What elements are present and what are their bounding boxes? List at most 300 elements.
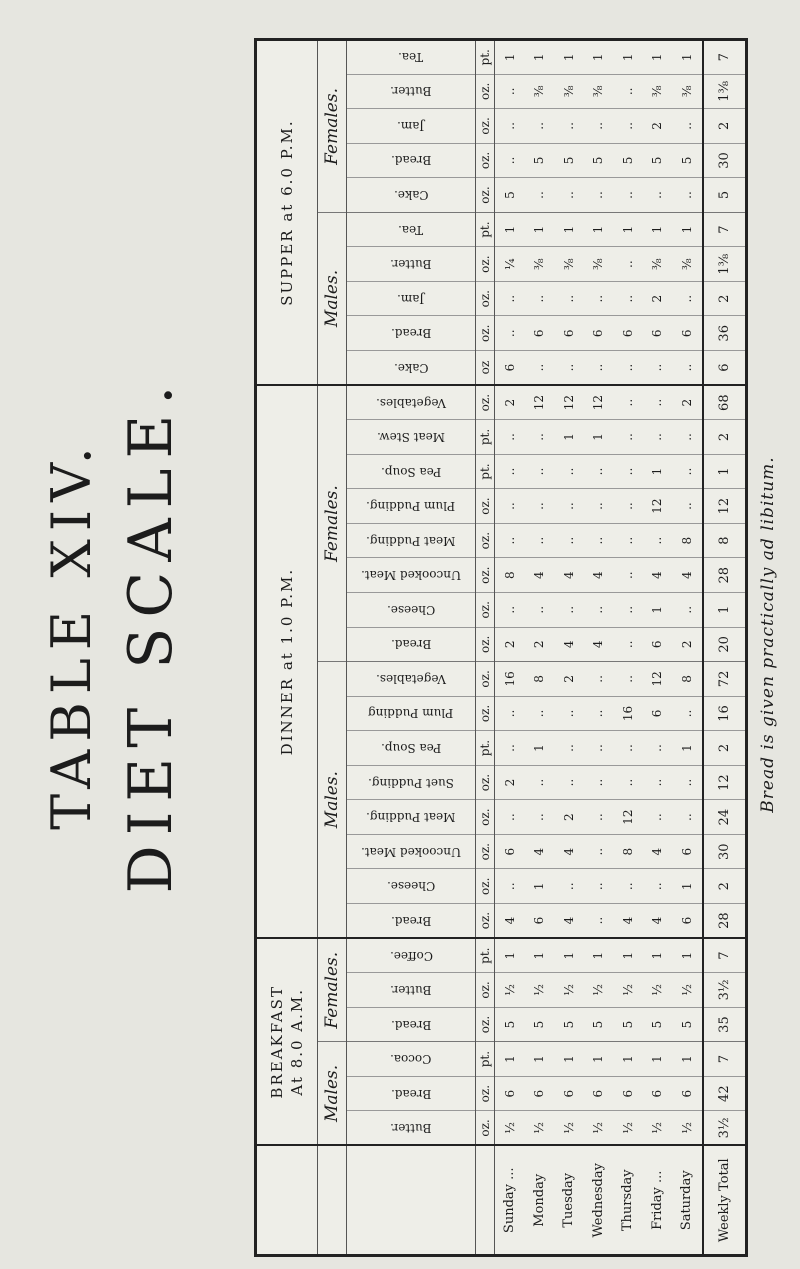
total-cell: 2 xyxy=(703,109,747,144)
total-cell: 8 xyxy=(703,523,747,558)
column-header-label: Jam. xyxy=(397,118,425,133)
unit-label: pt. xyxy=(476,420,495,455)
value-cell: ½ xyxy=(495,973,525,1008)
value-cell: ⅜ xyxy=(525,247,555,282)
value-cell: 5 xyxy=(525,143,555,178)
value-cell: .. xyxy=(495,523,525,558)
unit-label: oz. xyxy=(476,247,495,282)
value-cell: .. xyxy=(613,523,643,558)
column-header xyxy=(347,281,476,316)
total-cell: 6 xyxy=(703,351,747,386)
column-header xyxy=(347,1076,476,1111)
sex-header-row xyxy=(318,40,347,1256)
value-cell: 6 xyxy=(613,1076,643,1111)
unit-label: oz. xyxy=(476,765,495,800)
total-cell: 7 xyxy=(703,1042,747,1077)
unit-label: oz. xyxy=(476,489,495,524)
value-cell: 1 xyxy=(525,731,555,766)
unit-label: pt. xyxy=(476,1042,495,1077)
column-header-label: Bread. xyxy=(390,913,432,928)
value-cell: 6 xyxy=(525,1076,555,1111)
value-cell: 2 xyxy=(495,765,525,800)
value-cell: .. xyxy=(495,109,525,144)
value-cell: .. xyxy=(525,420,555,455)
column-header xyxy=(347,74,476,109)
unit-label: oz. xyxy=(476,109,495,144)
column-header-label: Uncooked Meat. xyxy=(360,568,462,583)
column-header-label: Cheese. xyxy=(386,602,436,617)
value-cell: .. xyxy=(525,454,555,489)
diet-scale-table xyxy=(254,38,748,1257)
unit-label: oz. xyxy=(476,281,495,316)
value-cell: .. xyxy=(613,593,643,628)
value-cell: .. xyxy=(525,696,555,731)
value-cell: .. xyxy=(613,489,643,524)
value-cell: ½ xyxy=(672,1111,703,1146)
column-header xyxy=(347,973,476,1008)
total-cell: 36 xyxy=(703,316,747,351)
value-cell: .. xyxy=(672,281,703,316)
value-cell: 1 xyxy=(554,420,584,455)
value-cell: .. xyxy=(584,834,614,869)
total-cell: 12 xyxy=(703,765,747,800)
unit-label: oz. xyxy=(476,523,495,558)
value-cell: .. xyxy=(584,593,614,628)
column-header xyxy=(347,938,476,973)
value-cell: .. xyxy=(495,800,525,835)
total-cell: 20 xyxy=(703,627,747,662)
value-cell: 1 xyxy=(495,212,525,247)
value-cell: 4 xyxy=(554,558,584,593)
value-cell: .. xyxy=(554,178,584,213)
unit-label: oz. xyxy=(476,662,495,697)
value-cell: ½ xyxy=(613,973,643,1008)
value-cell: .. xyxy=(584,869,614,904)
column-header-label: Coffee. xyxy=(389,948,433,963)
total-cell: 2 xyxy=(703,281,747,316)
column-header xyxy=(347,662,476,697)
unit-label: oz xyxy=(476,351,495,386)
value-cell: .. xyxy=(643,178,673,213)
day-row xyxy=(495,40,525,1256)
value-cell: .. xyxy=(613,454,643,489)
unit-label: oz. xyxy=(476,834,495,869)
value-cell: .. xyxy=(495,316,525,351)
value-cell: 2 xyxy=(495,627,525,662)
value-cell: 6 xyxy=(672,904,703,939)
column-header xyxy=(347,765,476,800)
value-cell: .. xyxy=(554,696,584,731)
unit-label: pt. xyxy=(476,731,495,766)
column-header xyxy=(347,351,476,386)
value-cell: 6 xyxy=(643,1076,673,1111)
column-header-label: Cheese. xyxy=(386,879,436,894)
value-cell: .. xyxy=(613,351,643,386)
value-cell: .. xyxy=(643,731,673,766)
unit-label: pt. xyxy=(476,454,495,489)
day-label: Saturday xyxy=(679,1170,695,1231)
value-cell: 4 xyxy=(584,558,614,593)
value-cell: .. xyxy=(613,247,643,282)
total-row xyxy=(703,40,747,1256)
value-cell: ⅜ xyxy=(554,247,584,282)
total-cell: 68 xyxy=(703,385,747,420)
day-row xyxy=(525,40,555,1256)
unit-label: oz. xyxy=(476,627,495,662)
column-header-label: Pea Soup. xyxy=(380,741,442,756)
unit-label: oz. xyxy=(476,143,495,178)
value-cell: .. xyxy=(672,351,703,386)
value-cell: 12 xyxy=(584,385,614,420)
total-cell: 7 xyxy=(703,938,747,973)
day-row xyxy=(584,40,614,1256)
value-cell: .. xyxy=(643,351,673,386)
value-cell: .. xyxy=(643,869,673,904)
day-label: Wednesday xyxy=(590,1163,606,1238)
column-header xyxy=(347,696,476,731)
value-cell: .. xyxy=(584,489,614,524)
day-row xyxy=(613,40,643,1256)
value-cell: .. xyxy=(584,178,614,213)
value-cell: 1 xyxy=(495,938,525,973)
value-cell: 1 xyxy=(672,1042,703,1077)
total-cell: 28 xyxy=(703,558,747,593)
value-cell: 8 xyxy=(613,834,643,869)
value-cell: ⅜ xyxy=(584,247,614,282)
value-cell: .. xyxy=(584,281,614,316)
value-cell: 5 xyxy=(495,1007,525,1042)
table-body xyxy=(495,40,747,1256)
value-cell: 1 xyxy=(643,938,673,973)
value-cell: 16 xyxy=(495,662,525,697)
column-header-label: Plum Pudding xyxy=(368,706,454,721)
value-cell: .. xyxy=(613,627,643,662)
value-cell: ½ xyxy=(643,973,673,1008)
unit-label: oz. xyxy=(476,316,495,351)
total-cell: 2 xyxy=(703,731,747,766)
value-cell: 6 xyxy=(495,834,525,869)
value-cell: 6 xyxy=(613,316,643,351)
column-header xyxy=(347,316,476,351)
value-cell: 12 xyxy=(525,385,555,420)
value-cell: .. xyxy=(554,869,584,904)
column-header xyxy=(347,558,476,593)
column-header-label: Butter. xyxy=(390,982,432,997)
value-cell: 6 xyxy=(554,316,584,351)
value-cell: .. xyxy=(525,489,555,524)
column-header xyxy=(347,489,476,524)
value-cell: .. xyxy=(672,765,703,800)
breakfast-males: Males. xyxy=(318,1042,347,1146)
value-cell: 2 xyxy=(554,662,584,697)
value-cell: 1 xyxy=(643,454,673,489)
value-cell: 2 xyxy=(672,385,703,420)
value-cell: 5 xyxy=(495,178,525,213)
value-cell: 5 xyxy=(554,143,584,178)
value-cell: .. xyxy=(495,454,525,489)
total-cell: 42 xyxy=(703,1076,747,1111)
column-header-label: Butter. xyxy=(390,84,432,99)
meal-header-row xyxy=(256,40,318,1256)
column-header-label: Vegetables. xyxy=(375,671,447,686)
value-cell: .. xyxy=(584,109,614,144)
value-cell: 4 xyxy=(643,834,673,869)
value-cell: ⅜ xyxy=(584,74,614,109)
column-header-label: Bread. xyxy=(390,1086,432,1101)
value-cell: 5 xyxy=(643,143,673,178)
value-cell: 12 xyxy=(613,800,643,835)
column-header-label: Bread. xyxy=(390,1017,432,1032)
value-cell: 2 xyxy=(643,281,673,316)
column-header-label: Butter. xyxy=(390,1120,432,1135)
value-cell: .. xyxy=(525,523,555,558)
unit-label: pt. xyxy=(476,212,495,247)
value-cell: .. xyxy=(643,420,673,455)
value-cell: 6 xyxy=(672,316,703,351)
column-header xyxy=(347,178,476,213)
column-header-label: Tea. xyxy=(398,222,424,237)
value-cell: 6 xyxy=(643,316,673,351)
value-cell: .. xyxy=(584,454,614,489)
value-cell: 5 xyxy=(613,143,643,178)
value-cell: 6 xyxy=(495,1076,525,1111)
column-header xyxy=(347,40,476,75)
value-cell: 6 xyxy=(672,834,703,869)
total-cell: 35 xyxy=(703,1007,747,1042)
day-row xyxy=(643,40,673,1256)
value-cell: 1 xyxy=(525,938,555,973)
value-cell: .. xyxy=(672,109,703,144)
value-cell: .. xyxy=(584,351,614,386)
column-header-label: Bread. xyxy=(390,153,432,168)
value-cell: ½ xyxy=(672,973,703,1008)
total-cell: 5 xyxy=(703,178,747,213)
value-cell: .. xyxy=(525,351,555,386)
unit-label: pt. xyxy=(476,40,495,75)
unit-label: oz. xyxy=(476,1111,495,1146)
value-cell: ½ xyxy=(554,1111,584,1146)
value-cell: 6 xyxy=(643,627,673,662)
value-cell: 5 xyxy=(525,1007,555,1042)
value-cell: 1 xyxy=(554,938,584,973)
value-cell: ½ xyxy=(495,1111,525,1146)
value-cell: 5 xyxy=(672,1007,703,1042)
column-header xyxy=(347,385,476,420)
value-cell: .. xyxy=(613,558,643,593)
total-cell: 3½ xyxy=(703,1111,747,1146)
table-title: TABLE XIV. xyxy=(40,439,103,830)
value-cell: .. xyxy=(643,385,673,420)
value-cell: .. xyxy=(613,74,643,109)
value-cell: .. xyxy=(495,143,525,178)
breakfast-header xyxy=(256,938,318,1145)
value-cell: ⅜ xyxy=(554,74,584,109)
dinner-header: DINNER at 1.0 P.M. xyxy=(256,385,318,938)
value-cell: 4 xyxy=(525,558,555,593)
total-cell: 1⅜ xyxy=(703,247,747,282)
total-cell: 30 xyxy=(703,143,747,178)
item-header-row xyxy=(347,40,476,1256)
value-cell: 1 xyxy=(672,212,703,247)
total-cell: 1⅜ xyxy=(703,74,747,109)
day-row xyxy=(554,40,584,1256)
value-cell: 12 xyxy=(643,489,673,524)
unit-header-row xyxy=(476,40,495,1256)
value-cell: 1 xyxy=(554,212,584,247)
value-cell: ⅜ xyxy=(643,74,673,109)
total-cell: 1 xyxy=(703,593,747,628)
value-cell: 1 xyxy=(495,40,525,75)
value-cell: ⅜ xyxy=(672,247,703,282)
breakfast-females: Females. xyxy=(318,938,347,1042)
unit-label: oz. xyxy=(476,558,495,593)
value-cell: 1 xyxy=(584,212,614,247)
column-header xyxy=(347,1042,476,1077)
column-header xyxy=(347,904,476,939)
value-cell: ⅜ xyxy=(672,74,703,109)
supper-males: Males. xyxy=(318,212,347,385)
value-cell: ½ xyxy=(525,1111,555,1146)
unit-label: oz. xyxy=(476,800,495,835)
value-cell: .. xyxy=(672,489,703,524)
unit-label: oz. xyxy=(476,1007,495,1042)
dinner-females: Females. xyxy=(318,385,347,662)
value-cell: .. xyxy=(554,109,584,144)
value-cell: 5 xyxy=(584,143,614,178)
value-cell: .. xyxy=(495,489,525,524)
value-cell: 2 xyxy=(643,109,673,144)
column-header-label: Meat Pudding. xyxy=(366,533,456,548)
value-cell: 1 xyxy=(613,1042,643,1077)
value-cell: .. xyxy=(613,662,643,697)
value-cell: .. xyxy=(643,765,673,800)
value-cell: .. xyxy=(525,109,555,144)
value-cell: ⅜ xyxy=(525,74,555,109)
value-cell: 4 xyxy=(554,904,584,939)
value-cell: 8 xyxy=(672,523,703,558)
value-cell: .. xyxy=(525,765,555,800)
value-cell: .. xyxy=(643,523,673,558)
total-cell: 28 xyxy=(703,904,747,939)
value-cell: 4 xyxy=(495,904,525,939)
supper-females: Females. xyxy=(318,40,347,213)
value-cell: 6 xyxy=(525,316,555,351)
unit-label: oz. xyxy=(476,178,495,213)
value-cell: 1 xyxy=(613,40,643,75)
column-header xyxy=(347,454,476,489)
value-cell: 1 xyxy=(525,869,555,904)
value-cell: 12 xyxy=(554,385,584,420)
column-header-label: Jam. xyxy=(397,291,425,306)
unit-label: oz. xyxy=(476,74,495,109)
total-cell: 7 xyxy=(703,212,747,247)
value-cell: .. xyxy=(554,489,584,524)
value-cell: .. xyxy=(672,420,703,455)
column-header xyxy=(347,247,476,282)
value-cell: 4 xyxy=(643,558,673,593)
value-cell: 1 xyxy=(525,1042,555,1077)
table-subtitle: DIET SCALE. xyxy=(116,375,186,894)
footnote: Bread is given practically ad libitum. xyxy=(758,456,778,813)
column-header-label: Bread. xyxy=(390,637,432,652)
value-cell: 1 xyxy=(672,938,703,973)
value-cell: .. xyxy=(613,765,643,800)
value-cell: .. xyxy=(495,420,525,455)
value-cell: .. xyxy=(554,593,584,628)
day-label: Thursday xyxy=(620,1169,636,1232)
column-header xyxy=(347,212,476,247)
value-cell: .. xyxy=(525,593,555,628)
value-cell: ½ xyxy=(584,973,614,1008)
value-cell: .. xyxy=(672,696,703,731)
day-label: Monday xyxy=(531,1173,547,1227)
column-header xyxy=(347,1007,476,1042)
value-cell: 5 xyxy=(643,1007,673,1042)
day-label: Tuesday xyxy=(561,1172,577,1228)
column-header-label: Tea. xyxy=(398,50,424,65)
unit-label: oz. xyxy=(476,973,495,1008)
value-cell: ⅜ xyxy=(643,247,673,282)
value-cell: .. xyxy=(584,904,614,939)
value-cell: .. xyxy=(613,731,643,766)
value-cell: 1 xyxy=(525,212,555,247)
value-cell: .. xyxy=(643,800,673,835)
total-cell: 12 xyxy=(703,489,747,524)
value-cell: 1 xyxy=(554,1042,584,1077)
column-header-label: Meat Pudding. xyxy=(366,810,456,825)
value-cell: 4 xyxy=(525,834,555,869)
value-cell: 2 xyxy=(554,800,584,835)
value-cell: .. xyxy=(613,281,643,316)
title-block xyxy=(0,0,250,1269)
day-row xyxy=(672,40,703,1256)
value-cell: 6 xyxy=(554,1076,584,1111)
value-cell: ½ xyxy=(643,1111,673,1146)
value-cell: 5 xyxy=(613,1007,643,1042)
value-cell: 1 xyxy=(672,40,703,75)
value-cell: 6 xyxy=(643,696,673,731)
column-header xyxy=(347,593,476,628)
breakfast-time: At 8.0 A.M. xyxy=(288,987,306,1096)
column-header-label: Meat Stew. xyxy=(377,429,445,444)
unit-label: pt. xyxy=(476,938,495,973)
value-cell: .. xyxy=(584,800,614,835)
value-cell: 1 xyxy=(584,40,614,75)
value-cell: 12 xyxy=(643,662,673,697)
column-header-label: Pea Soup. xyxy=(380,464,442,479)
value-cell: .. xyxy=(554,351,584,386)
column-header xyxy=(347,627,476,662)
value-cell: .. xyxy=(495,74,525,109)
dinner-males: Males. xyxy=(318,662,347,939)
value-cell: .. xyxy=(495,731,525,766)
total-cell: 7 xyxy=(703,40,747,75)
value-cell: .. xyxy=(613,109,643,144)
value-cell: 2 xyxy=(525,627,555,662)
unit-label: oz. xyxy=(476,385,495,420)
column-header xyxy=(347,800,476,835)
value-cell: 5 xyxy=(554,1007,584,1042)
column-header-label: Bread. xyxy=(390,326,432,341)
value-cell: .. xyxy=(554,523,584,558)
value-cell: 6 xyxy=(525,904,555,939)
value-cell: 4 xyxy=(643,904,673,939)
value-cell: .. xyxy=(613,869,643,904)
column-header-label: Cake. xyxy=(393,360,429,375)
total-label: Weekly Total xyxy=(703,1146,747,1256)
column-header xyxy=(347,731,476,766)
value-cell: 4 xyxy=(613,904,643,939)
